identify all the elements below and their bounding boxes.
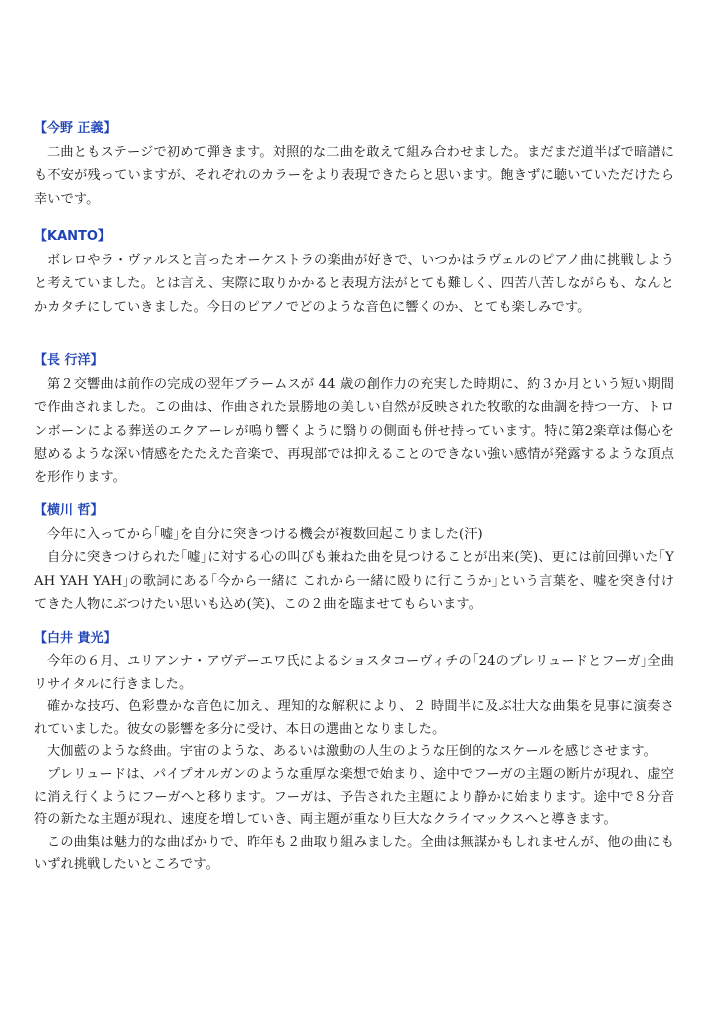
- paragraph: プレリュードは、パイプオルガンのような重厚な楽想で始まり、途中でフーガの主題の断片が現れ、虚空に消え行くようにフーガへと移ります。フーガは、予告された主題により静かに始まります。途中で８分音符の新たな主題が現れ、速度を増していき、両主題が重なり巨大なクライマックスへと導きます。: [34, 766, 674, 828]
- performer-heading: 【今野 正義】: [34, 121, 117, 136]
- paragraph: ボレロやラ・ヴァルスと言ったオーケストラの楽曲が好きで、いつかはラヴェルのピアノ曲に挑戦しようと考えていました。とは言え、実際に取りかかると表現方法がとても難しく、四苦八苦しながらも、なんとかカタチにしていきました。今日のピアノでどのような音色に響くのか、とても楽しみです。: [34, 253, 674, 315]
- performer-heading: 【長 行洋】: [34, 353, 104, 368]
- section-kanto: [34, 228, 674, 319]
- section-imano: [34, 120, 674, 211]
- performer-heading: 【KANTO】: [34, 229, 111, 244]
- paragraph: 大伽藍のような終曲。宇宙のような、あるいは激動の人生のような圧倒的なスケールを感じさせます。: [47, 744, 657, 760]
- paragraph: 二曲ともステージで初めて弾きます。対照的な二曲を敢えて組み合わせました。まだまだ道半ばで暗譜にも不安が残っていますが、それぞれのカラーをより表現できたらと思います。飽きずに聴いていただけたら幸いです。: [34, 145, 674, 207]
- section-shirai: [34, 630, 674, 877]
- paragraph: 確かな技巧、色彩豊かな音色に加え、理知的な解釈により、２ 時間半に及ぶ壮大な曲集を見事に演奏されていました。彼女の影響を多分に受け、本日の選曲となりました。: [34, 699, 674, 737]
- paragraph: 第２交響曲は前作の完成の翌年ブラームスが 44 歳の創作力の充実した時期に、約３か月という短い期間で作曲されました。この曲は、作曲された景勝地の美しい自然が反映された牧歌的な曲調を持つ一方、トロンボーンによる葬送のエクアーレが鳴り響くように翳りの側面も併せ持っています。特に第2楽章は傷心を慰めるような深い情感をたたえた音楽で、再現部では抑えることのできない強い感情が発露するような頂点を形作ります。: [34, 377, 674, 486]
- paragraph: 今年の６月、ユリアンナ・アヴデーエワ氏によるショスタコーヴィチの｢24のプレリュードとフーガ｣全曲リサイタルに行きました。: [34, 654, 674, 692]
- paragraph: 今年に入ってから｢嘘｣を自分に突きつける機会が複数回起こりました(汗): [47, 527, 483, 542]
- section-yokokawa: [34, 502, 674, 616]
- performer-heading: 【横川 哲】: [34, 503, 104, 518]
- paragraph: この曲集は魅力的な曲ばかりで、昨年も２曲取り組みました。全曲は無謀かもしれませんが、他の曲にもいずれ挑戦したいところです。: [34, 834, 674, 873]
- performer-heading: 【白井 貴光】: [34, 631, 117, 646]
- section-cho: [34, 352, 674, 489]
- paragraph: 自分に突きつけられた｢嘘｣に対する心の叫びも兼ねた曲を見つけることが出来(笑)、更には前回弾いた｢YAH YAH YAH｣の歌詞にある｢今から一緒に これから一緒に殴りに行こうか｣という言葉を、嘘を突き付けてきた人物にぶつけたい思いも込め(笑)、この２曲を臨ませてもらいます。: [34, 550, 674, 612]
